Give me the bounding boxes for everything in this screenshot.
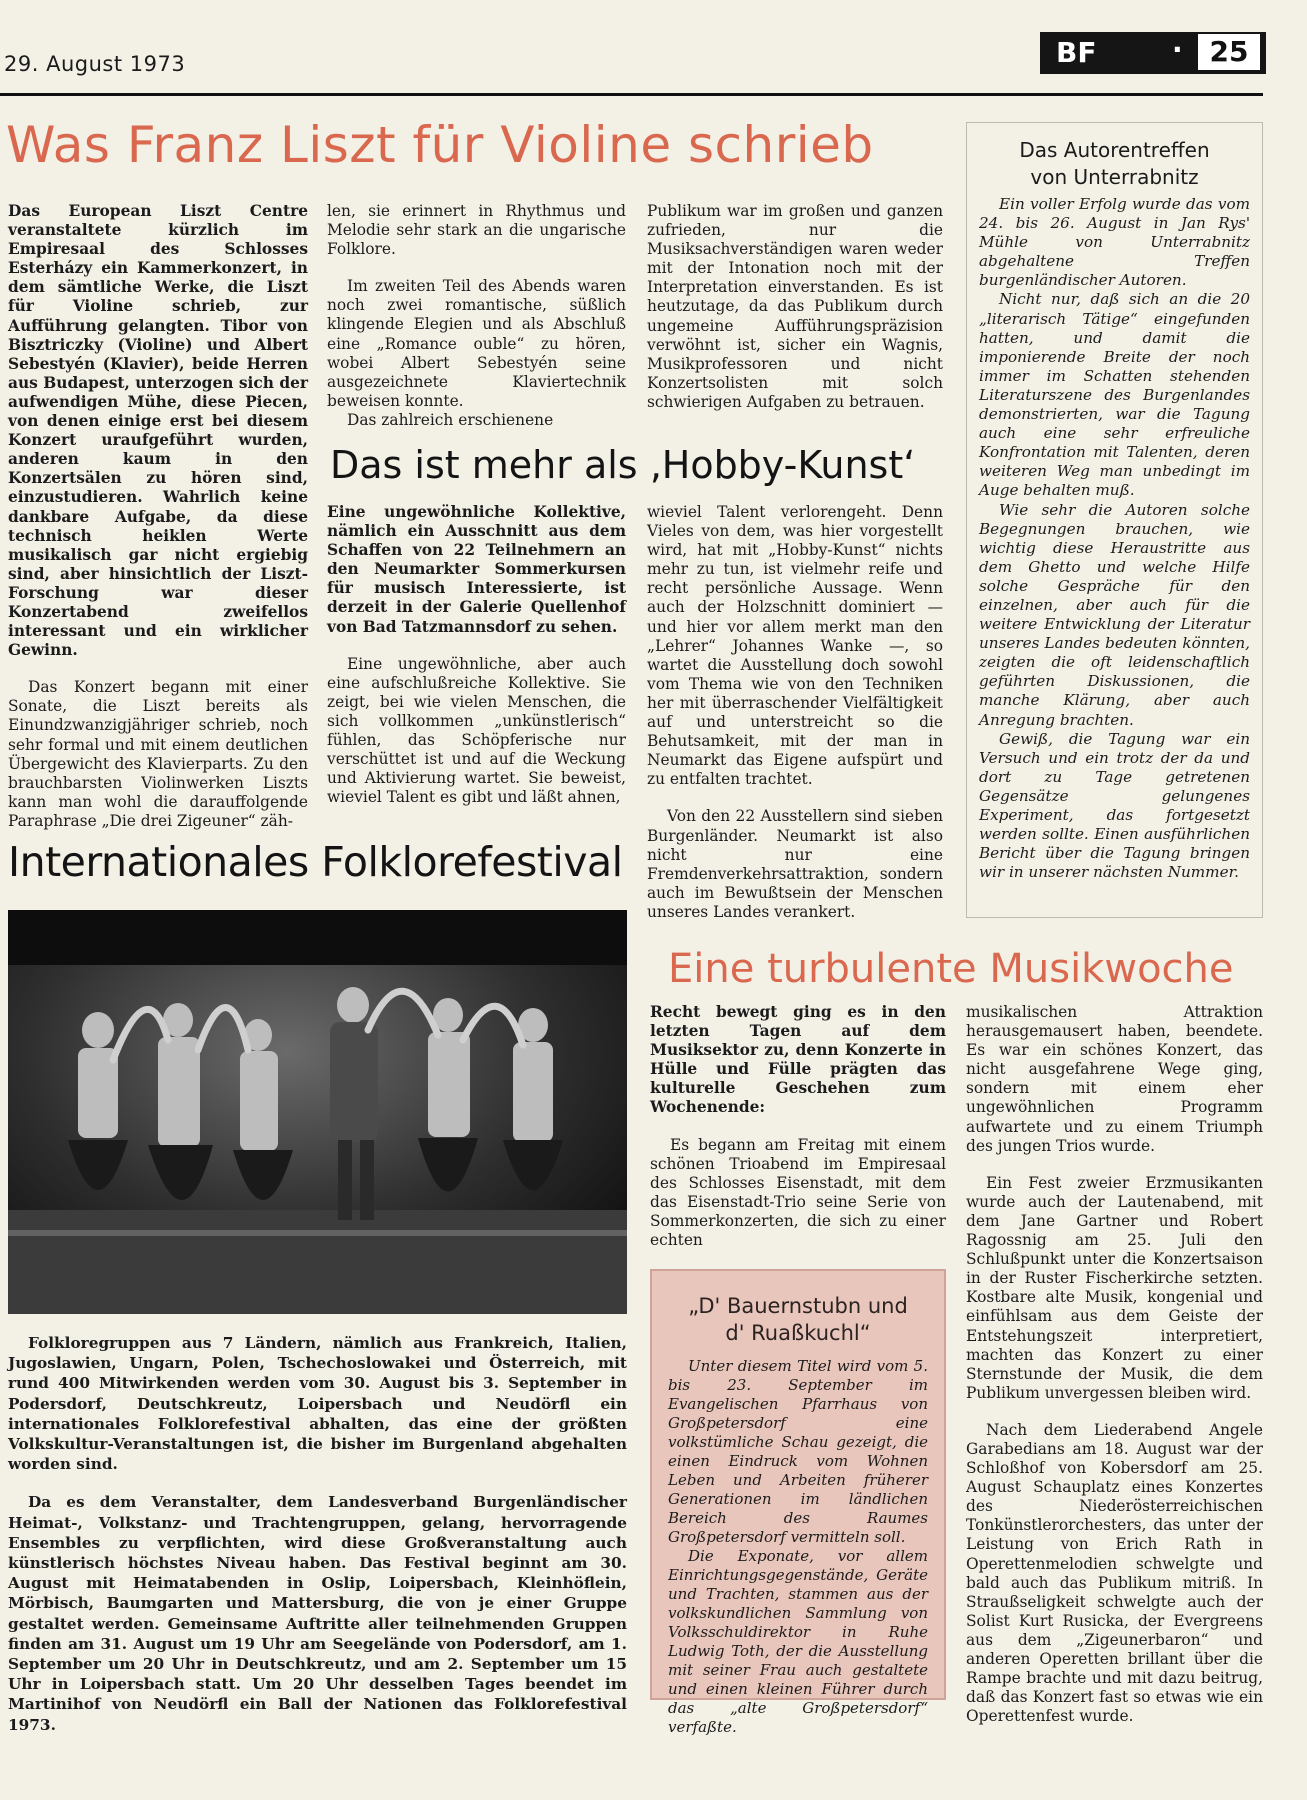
- bauernstubn-title-line1: „D' Bauernstubn und: [688, 1294, 908, 1318]
- bauernstubn-title-line2: d' Ruaßkuchl“: [725, 1321, 871, 1345]
- header-rule: [0, 93, 1263, 96]
- liszt-column-1: [8, 202, 308, 849]
- liszt-paragraph: Publikum war im großen und ganzen zufrieden, nur die Musiksachverständigen waren weder mit der Intonation noch mit der Interpretation einverstanden. Es ist heutzutage, da das Publikum durch ungemeine Aufführungspräzision verwöhnt ist, sicher ein Wagnis, Musikprofessoren und nicht Konzertsolisten mit solch schwierigen Aufgaben zu betrauen.: [647, 202, 943, 411]
- folk-dance-photo-image: [8, 910, 627, 1314]
- hobby-paragraph: wieviel Talent verlorengeht. Denn Vieles von dem, was hier vorgestellt wird, hat mit „Hobby-Kunst“ nichts mehr zu tun, ist vielmehr reife und recht persönliche Aussage. Wenn auch der Holzschnitt dominiert — und hier vor allem merkt man den „Lehrer“ Johannes Wanke —, so wartet die Ausstellung doch sowohl vom Thema wie von den Techniken her mit überraschender Vielfältigkeit auf und unterstreicht so die Behutsamkeit, mit der man in Neumarkt das Eigene aufspürt und zu entfalten trachtet.: [647, 503, 943, 789]
- section-label: BF: [1056, 36, 1097, 69]
- autoren-title-line1: Das Autorentreffen: [1019, 138, 1210, 162]
- musikwoche-column-1: [650, 1003, 946, 1268]
- hobby-column-2: [647, 503, 943, 940]
- musikwoche-paragraph: musikalischen Attraktion herausgemausert haben, beendete. Es war ein schönes Konzert, das nicht ausgefahrene Wege ging, sondern mit einem eher ungewöhnlichen Programm aufwartete und zu einem Triumph des jungen Trios wurde.: [966, 1003, 1263, 1155]
- folklore-headline: Internationales Folklorefestival: [8, 838, 623, 886]
- folklore-paragraph: Da es dem Veranstalter, dem Landesverband Burgenländischer Heimat-, Volkstanz- und Trachtengruppen, gelang, hervorragende Ensembles zu verpflichten, wird diese Großveranstaltung auch künstlerisch höchstes Niveau haben. Das Festival beginnt am 30. August mit Heimatabenden in Oslip, Loipersbach, Kleinhöflein, Mörbisch, Baumgarten und Mattersburg, die von je einer Gruppe gestaltet werden. Gemeinsame Auftritte aller teilnehmenden Gruppen finden am 31. August um 19 Uhr am Seegelände von Podersdorf, am 1. September um 20 Uhr in Deutschkreutz, und am 2. September um 15 Uhr in Loipersbach statt. Um 20 Uhr desselben Tages beendet im Martinihof von Neudörfl ein Ball der Nationen das Folklorefestival 1973.: [8, 1493, 627, 1734]
- bauernstubn-paragraph: Unter diesem Titel wird vom 5. bis 23. September im Evangelischen Pfarrhaus von Großpetersdorf eine volkstümliche Schau gezeigt, die einen Eindruck vom Wohnen Leben und Arbeiten früherer Generationen im ländlichen Bereich des Raumes Großpetersdorf vermitteln soll.: [668, 1357, 928, 1546]
- issue-date: 29. August 1973: [4, 52, 186, 76]
- autoren-title-line2: von Unterrabnitz: [1030, 165, 1199, 189]
- section-masthead: [1040, 32, 1266, 74]
- bauernstubn-box: [650, 1269, 946, 1736]
- hobby-paragraph: Eine ungewöhnliche, aber auch eine aufschlußreiche Kollektive. Sie zeigt, bei wie vielen Menschen, die sich vollkommen „unkünstlerisch“ fühlen, das Schöpferische nur verschüttet ist und auf die Weckung und Aktivierung wartet. Sie beweist, wieviel Talent es gibt und läßt ahnen,: [327, 654, 626, 807]
- musikwoche-paragraph: Es begann am Freitag mit einem schönen Trioabend im Empiresaal des Schlosses Eisenstadt, mit dem das Eisenstadt-Trio seine Serie von Sommerkonzerten, die sich zu einer echten: [650, 1135, 946, 1250]
- autoren-paragraph: Wie sehr die Autoren solche Begegnungen brauchen, wie wichtig diese Heraustritte aus dem Ghetto und welche Hilfe solche Gespräche für den einzelnen, aber auch für die weitere Entwicklung der Literatur unseres Landes bedeuten könnten, zeigten die oft leidenschaftlich geführten Diskussionen, die manche Klärung, aber auch Anregung brachten.: [979, 500, 1250, 729]
- liszt-lead: Das European Liszt Centre veranstaltete kürzlich im Empiresaal des Schlosses Esterházy ein Kammerkonzert, in dem sämtliche Werke, die Liszt für Violine schrieb, zur Aufführung gelangten. Tibor von Bisztriczky (Violine) und Albert Sebestyén (Klavier), beide Herren aus Budapest, unterzogen sich der aufwendigen Mühe, diese Piecen, von denen einige erst bei diesem Konzert uraufgeführt wurden, anderen kaum in den Konzertsälen zu hören sind, einzustudieren. Wahrlich keine dankbare Aufgabe, da diese technisch heiklen Werte musikalisch gar nicht ergiebig sind, aber hinsichtlich der Liszt-Forschung war dieser Konzertabend zweifellos interessant und ein wirklicher Gewinn.: [8, 202, 308, 660]
- liszt-headline: Was Franz Liszt für Violine schrieb: [6, 116, 874, 174]
- liszt-column-2: [327, 202, 626, 448]
- autoren-body: [979, 195, 1250, 882]
- musikwoche-paragraph: Nach dem Liederabend Angele Garabedians am 18. August war der Schloßhof von Kobersdorf am 25. August Schauplatz eines Konzertes des Niederösterreichischen Tonkünstlerorchesters, das unter der Leistung von Erich Rath in Operettenmelodien schwelgte und bald auch das Publikum mitriß. In Straußseligkeit schwelgte auch der Solist Kurt Rusicka, der Evergreens aus dem „Zigeunerbaron“ und anderen Operetten brillant über die Rampe brachte und mit dazu beitrug, daß das Konzert fast so etwas wie ein Operettenfest wurde.: [966, 1420, 1263, 1726]
- musikwoche-headline: Eine turbulente Musikwoche: [668, 946, 1234, 992]
- hobby-lead: Eine ungewöhnliche Kollektive, nämlich ein Ausschnitt aus dem Schaffen von 22 Teilnehmern an den Neumarkter Sommerkursen für musisch Interessierte, ist derzeit in der Galerie Quellenhof von Bad Tatzmannsdorf zu sehen.: [327, 503, 626, 636]
- autoren-paragraph: Gewiß, die Tagung war ein Versuch und ein trotz der da und dort zu Tage getretenen Gegensätze gelungenes Experiment, das fortgesetzt werden sollte. Einen ausführlichen Bericht über die Tagung bringen wir in unserer nächsten Nummer.: [979, 729, 1250, 882]
- folklore-body: [8, 1333, 627, 1753]
- liszt-column-3: [647, 202, 943, 430]
- bauernstubn-body: [668, 1357, 928, 1737]
- bauernstubn-paragraph: Die Exponate, vor allem Einrichtungsgegenstände, Geräte und Trachten, stammen aus der volkskundlichen Sammlung von Volksschuldirektor in Ruhe Ludwig Toth, der die Ausstellung mit seiner Frau auch gestaltete und einen kleinen Führer durch das „alte Großpetersdorf“ verfaßte.: [668, 1547, 928, 1736]
- musikwoche-lead: Recht bewegt ging es in den letzten Tagen auf dem Musiksektor zu, denn Konzerte in Hülle und Fülle prägten das kulturelle Geschehen zum Wochenende:: [650, 1003, 946, 1117]
- liszt-paragraph: Im zweiten Teil des Abends waren noch zwei romantische, süßlich klingende Elegien und als Abschluß eine „Romance ouble“ zu hören, wobei Albert Sebestyén seine ausgezeichnete Klaviertechnik beweisen konnte.: [327, 277, 626, 410]
- liszt-paragraph: Das Konzert begann mit einer Sonate, die Liszt bereits als Einundzwanzigjähriger schrieb, noch sehr formal und mit einem deutlichen Übergewicht des Klavierparts. Zu den brauchbarsten Violinwerken Liszts kann man wohl die darauffolgende Paraphrase „Die drei Zigeuner“ zäh-: [8, 678, 308, 830]
- hobby-paragraph: Von den 22 Ausstellern sind sieben Burgenländer. Neumarkt ist also nicht nur eine Fremdenverkehrsattraktion, sondern auch im Bewußtsein der Menschen unseres Landes verankert.: [647, 807, 943, 921]
- autoren-paragraph: Ein voller Erfolg wurde das vom 24. bis 26. August in Jan Rys' Mühle von Unterrabnitz abgehaltene Treffen burgenländischer Autoren.: [979, 195, 1250, 290]
- page-number: 25: [1198, 34, 1260, 70]
- musikwoche-column-2: [966, 1003, 1263, 1744]
- hobby-column-1: [327, 503, 626, 825]
- autoren-box: [966, 122, 1263, 918]
- hobby-headline: Das ist mehr als ‚Hobby-Kunst‘: [330, 443, 916, 487]
- folk-dance-photo: [8, 910, 627, 1314]
- liszt-paragraph: len, sie erinnert in Rhythmus und Melodie sehr stark an die ungarische Folklore.: [327, 202, 626, 259]
- musikwoche-paragraph: Ein Fest zweier Erzmusikanten wurde auch der Lautenabend, mit dem Jane Gartner und Robert Ragossnig am 25. Juli den Schlußpunkt unter die Konzertsaison in der Ruster Fischerkirche setzten. Kostbare alte Musik, kongenial und einfühlsam aus dem Geiste der Entstehungszeit interpretiert, machten das Konzert zu einer Sternstunde der Musik, die dem Publikum unvergessen bleiben wird.: [966, 1173, 1263, 1402]
- liszt-paragraph: Das zahlreich erschienene: [347, 410, 554, 429]
- autoren-paragraph: Nicht nur, daß sich an die 20 „literarisch Tätige“ eingefunden hatten, und damit die imponierende Breite der noch immer im Schatten stehenden Literaturszene des Burgenlandes demonstrierten, war die Tagung auch eine sehr erfreuliche Konfrontation mit Talenten, deren weiteren Weg man unbedingt im Auge behalten muß.: [979, 290, 1250, 500]
- masthead-separator: ·: [1172, 33, 1183, 66]
- folklore-paragraph: Folkloregruppen aus 7 Ländern, nämlich aus Frankreich, Italien, Jugoslawien, Ungarn, Polen, Tschechoslowakei und Österreich, mit rund 400 Mitwirkenden werden vom 30. August bis 3. September in Podersdorf, Deutschkreutz, Loipersbach und Neudörfl ein internationales Folklorefestival abhalten, das eine der größten Volkskultur-Veranstaltungen ist, die bisher im Burgenland abgehalten worden sind.: [8, 1334, 627, 1474]
